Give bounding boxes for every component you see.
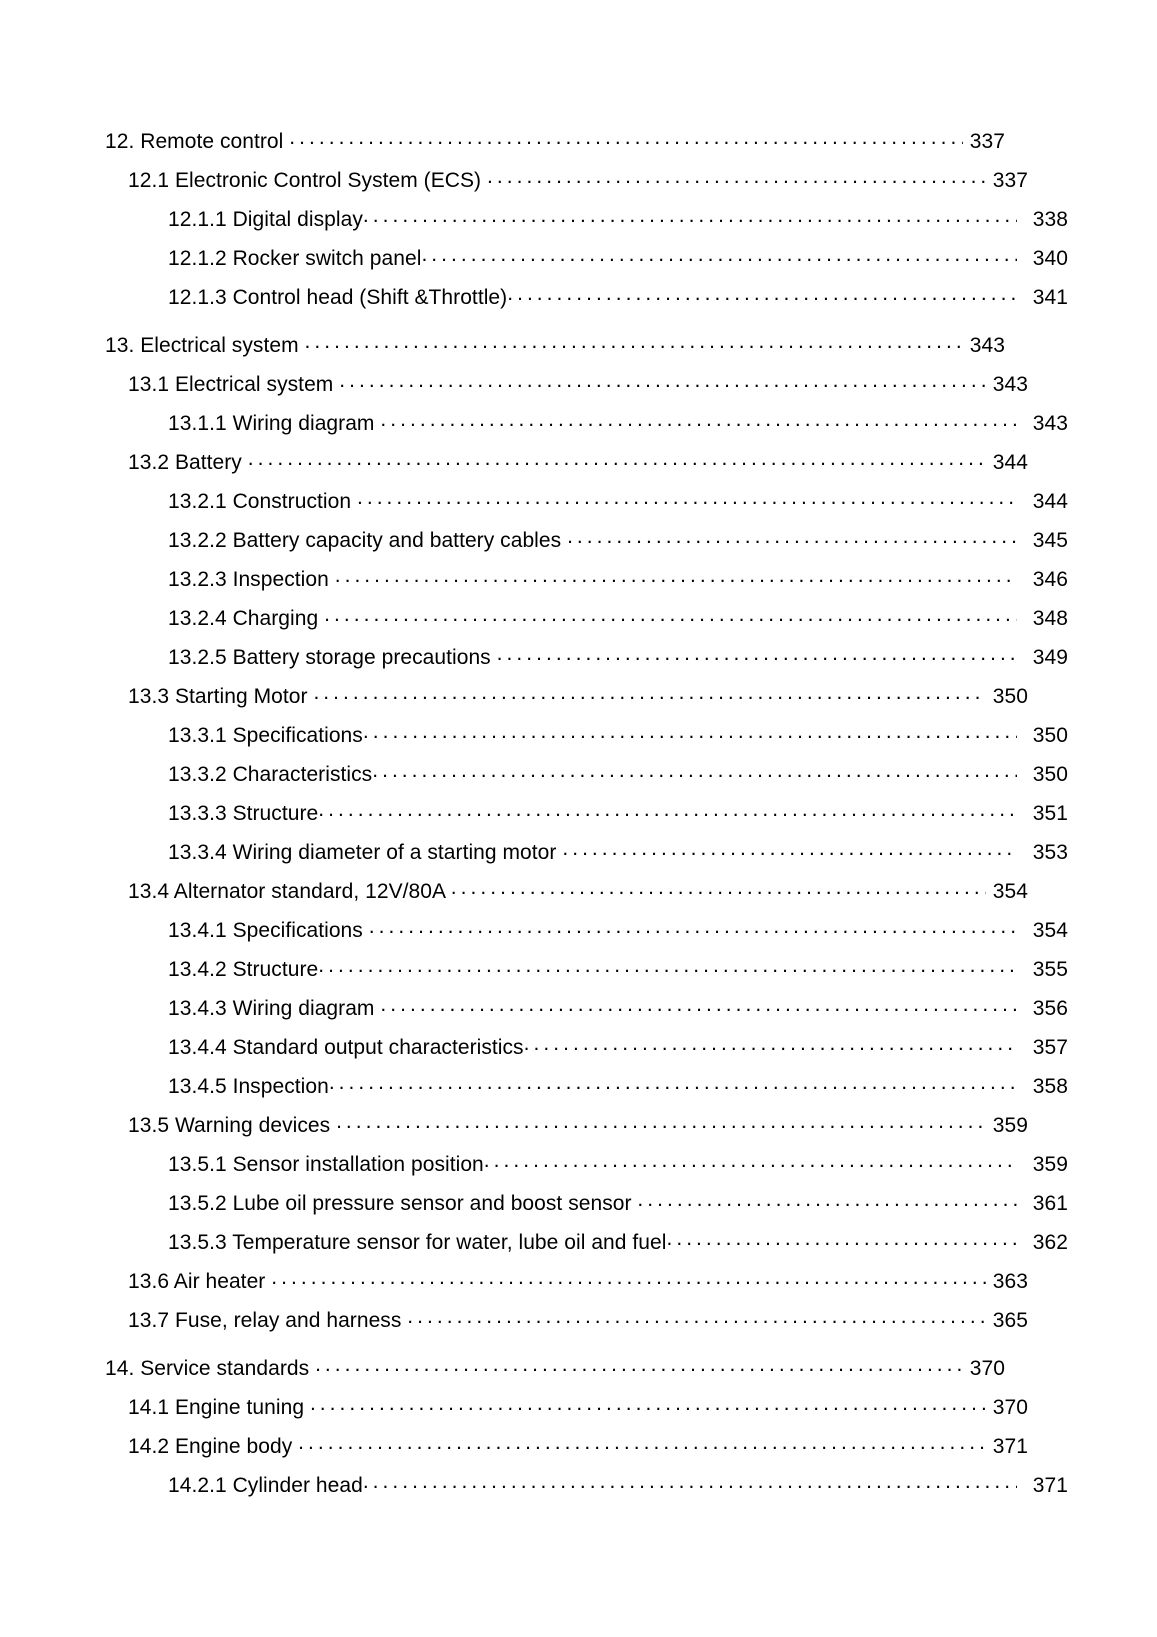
toc-page-number: 357 <box>1032 1036 1068 1059</box>
toc-entry[interactable] <box>105 521 1068 560</box>
toc-entry[interactable] <box>105 716 1068 755</box>
toc-entry-title: 13.2.2 Battery capacity and battery cables <box>168 529 562 552</box>
toc-page-number: 350 <box>1032 724 1068 747</box>
toc-page-number: 354 <box>992 880 1028 903</box>
toc-entry[interactable] <box>105 1067 1068 1106</box>
toc-dot-leader <box>363 721 1017 742</box>
toc-page-number: 371 <box>1032 1474 1068 1497</box>
toc-page-number: 341 <box>1032 286 1068 309</box>
toc-dot-leader <box>310 1393 986 1414</box>
toc-entry-title: 13.4 Alternator standard, 12V/80A <box>128 880 445 903</box>
toc-page-number: 349 <box>1032 646 1068 669</box>
toc-page-number: 370 <box>969 1357 1005 1380</box>
toc-dot-leader <box>298 1432 986 1453</box>
toc-entry[interactable] <box>105 122 1005 161</box>
toc-entry-title: 13.3 Starting Motor <box>128 685 308 708</box>
toc-dot-leader <box>637 1189 1017 1210</box>
toc-dot-leader <box>666 1228 1017 1249</box>
toc-entry[interactable] <box>105 239 1068 278</box>
toc-entry[interactable] <box>105 365 1028 404</box>
toc-entry[interactable] <box>105 950 1068 989</box>
toc-page-number: 350 <box>1032 763 1068 786</box>
toc-entry-title: 14.2.1 Cylinder head <box>168 1474 363 1497</box>
toc-dot-leader <box>497 643 1017 664</box>
toc-page-number: 362 <box>1032 1231 1068 1254</box>
toc-dot-leader <box>313 682 986 703</box>
toc-dot-leader <box>562 838 1017 859</box>
toc-dot-leader <box>329 1072 1017 1093</box>
toc-entry-title: 13.3.1 Specifications <box>168 724 363 747</box>
toc-dot-leader <box>524 1033 1017 1054</box>
toc-dot-leader <box>451 877 986 898</box>
toc-entry-title: 12.1.2 Rocker switch panel <box>168 247 422 270</box>
toc-entry[interactable] <box>105 443 1028 482</box>
toc-page-number: 354 <box>1032 919 1068 942</box>
toc-entry-title: 12.1.3 Control head (Shift &Throttle) <box>168 286 508 309</box>
toc-entry-title: 13.2.5 Battery storage precautions <box>168 646 491 669</box>
toc-entry[interactable] <box>105 794 1068 833</box>
toc-entry[interactable] <box>105 599 1068 638</box>
toc-page-number: 358 <box>1032 1075 1068 1098</box>
toc-entry[interactable] <box>105 1388 1028 1427</box>
toc-dot-leader <box>339 370 986 391</box>
toc-dot-leader <box>363 205 1017 226</box>
toc-dot-leader <box>357 487 1017 508</box>
toc-entry-title: 14.2 Engine body <box>128 1435 293 1458</box>
toc-dot-leader <box>567 526 1017 547</box>
toc-dot-leader <box>318 955 1017 976</box>
toc-page-number: 348 <box>1032 607 1068 630</box>
toc-entry-title: 12. Remote control <box>105 130 284 153</box>
toc-page-number: 359 <box>1032 1153 1068 1176</box>
toc-entry-title: 13.1 Electrical system <box>128 373 334 396</box>
toc-entry[interactable] <box>105 833 1068 872</box>
toc-page-number: 338 <box>1032 208 1068 231</box>
toc-page-number: 371 <box>992 1435 1028 1458</box>
toc-dot-leader <box>324 604 1017 625</box>
toc-page-number: 337 <box>969 130 1005 153</box>
toc-entry[interactable] <box>105 755 1068 794</box>
toc-page-number: 365 <box>992 1309 1028 1332</box>
toc-entry[interactable] <box>105 404 1068 443</box>
toc-dot-leader <box>335 565 1017 586</box>
toc-dot-leader <box>363 1471 1017 1492</box>
toc-entry[interactable] <box>105 677 1028 716</box>
toc-entry[interactable] <box>105 1106 1028 1145</box>
toc-entry[interactable] <box>105 1301 1028 1340</box>
table-of-contents-list <box>105 122 1068 1505</box>
toc-entry[interactable] <box>105 1028 1068 1067</box>
toc-entry-title: 13.4.2 Structure <box>168 958 319 981</box>
toc-entry[interactable] <box>105 161 1028 200</box>
toc-entry-title: 12.1 Electronic Control System (ECS) <box>128 169 482 192</box>
toc-entry-title: 13.7 Fuse, relay and harness <box>128 1309 402 1332</box>
toc-dot-leader <box>407 1306 986 1327</box>
toc-page-number: 370 <box>992 1396 1028 1419</box>
toc-dot-leader <box>336 1111 986 1132</box>
toc-dot-leader <box>305 331 964 352</box>
toc-page-number: 343 <box>969 334 1005 357</box>
toc-dot-leader <box>271 1267 986 1288</box>
toc-entry-title: 13.6 Air heater <box>128 1270 266 1293</box>
toc-entry[interactable] <box>105 278 1068 317</box>
toc-entry[interactable] <box>105 872 1028 911</box>
toc-page-number: 345 <box>1032 529 1068 552</box>
toc-dot-leader <box>484 1150 1017 1171</box>
toc-entry-title: 13.5.2 Lube oil pressure sensor and boost sensor <box>168 1192 632 1215</box>
toc-entry[interactable] <box>105 1145 1068 1184</box>
toc-entry-title: 13.5 Warning devices <box>128 1114 331 1137</box>
toc-entry-title: 13.3.3 Structure <box>168 802 319 825</box>
toc-entry-title: 13.5.1 Sensor installation position <box>168 1153 484 1176</box>
toc-page-number: 353 <box>1032 841 1068 864</box>
toc-page-number: 363 <box>992 1270 1028 1293</box>
toc-dot-leader <box>507 283 1017 304</box>
toc-entry-title: 13.4.4 Standard output characteristics <box>168 1036 524 1059</box>
toc-dot-leader <box>315 1354 963 1375</box>
toc-page-number: 346 <box>1032 568 1068 591</box>
toc-page-number: 355 <box>1032 958 1068 981</box>
toc-entry-title: 14. Service standards <box>105 1357 310 1380</box>
toc-entry-title: 13. Electrical system <box>105 334 299 357</box>
toc-entry-title: 13.2.3 Inspection <box>168 568 329 591</box>
toc-page-number: 356 <box>1032 997 1068 1020</box>
toc-entry[interactable] <box>105 326 1005 365</box>
toc-entry-title: 13.3.2 Characteristics <box>168 763 373 786</box>
toc-page-number: 337 <box>992 169 1028 192</box>
toc-page-number: 344 <box>1032 490 1068 513</box>
toc-entry-title: 13.2.4 Charging <box>168 607 319 630</box>
toc-entry[interactable] <box>105 1262 1028 1301</box>
toc-entry-title: 13.2.1 Construction <box>168 490 352 513</box>
toc-entry[interactable] <box>105 911 1068 950</box>
toc-page-number: 350 <box>992 685 1028 708</box>
toc-entry[interactable] <box>105 638 1068 677</box>
toc-entry-title: 12.1.1 Digital display <box>168 208 363 231</box>
toc-dot-leader <box>487 166 986 187</box>
toc-entry-title: 14.1 Engine tuning <box>128 1396 305 1419</box>
toc-entry[interactable] <box>105 989 1068 1028</box>
toc-page-number: 344 <box>992 451 1028 474</box>
toc-dot-leader <box>369 916 1017 937</box>
toc-page-number: 359 <box>992 1114 1028 1137</box>
toc-dot-leader <box>372 760 1017 781</box>
toc-entry-title: 13.3.4 Wiring diameter of a starting motor <box>168 841 557 864</box>
toc-dot-leader <box>380 994 1017 1015</box>
toc-dot-leader <box>421 244 1017 265</box>
toc-entry-title: 13.4.1 Specifications <box>168 919 363 942</box>
toc-entry[interactable] <box>105 1184 1068 1223</box>
toc-entry-title: 13.2 Battery <box>128 451 242 474</box>
toc-entry[interactable] <box>105 1223 1068 1262</box>
toc-entry-title: 13.4.5 Inspection <box>168 1075 329 1098</box>
toc-dot-leader <box>289 127 963 148</box>
toc-entry-title: 13.1.1 Wiring diagram <box>168 412 375 435</box>
toc-entry-title: 13.4.3 Wiring diagram <box>168 997 375 1020</box>
toc-page-number: 351 <box>1032 802 1068 825</box>
toc-entry[interactable] <box>105 560 1068 599</box>
toc-entry[interactable] <box>105 1349 1005 1388</box>
toc-entry-title: 13.5.3 Temperature sensor for water, lube oil and fuel <box>168 1231 667 1254</box>
toc-entry[interactable] <box>105 200 1068 239</box>
toc-entry[interactable] <box>105 1427 1028 1466</box>
toc-entry[interactable] <box>105 482 1068 521</box>
toc-page-number: 361 <box>1032 1192 1068 1215</box>
toc-entry[interactable] <box>105 1466 1068 1505</box>
toc-page-number: 343 <box>992 373 1028 396</box>
toc-page-number: 343 <box>1032 412 1068 435</box>
toc-dot-leader <box>380 409 1017 430</box>
toc-dot-leader <box>318 799 1017 820</box>
toc-dot-leader <box>248 448 986 469</box>
toc-page-number: 340 <box>1032 247 1068 270</box>
